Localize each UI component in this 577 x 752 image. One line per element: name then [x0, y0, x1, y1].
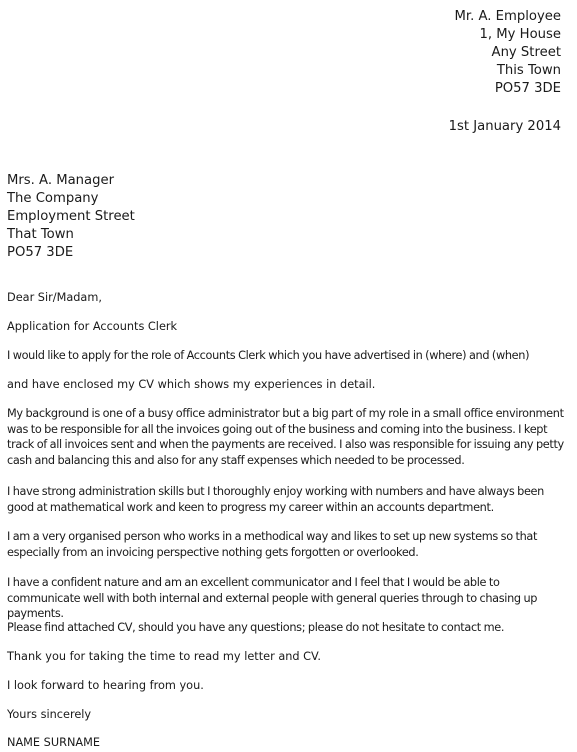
paragraph-thanks: Thank you for taking the time to read my letter and CV. [7, 650, 321, 663]
paragraph-look-forward: I look forward to hearing from you. [7, 679, 204, 692]
sender-postcode: PO57 3DE [494, 81, 561, 96]
paragraph-organised: I am a very organised person who works in a methodical way and likes to set up new systems so that especially from an invoicing perspective nothing gets forgotten or overlooked. [7, 530, 538, 559]
recipient-street: Employment Street [7, 209, 135, 224]
paragraph-attached-cv: Please find attached CV, should you have any questions; please do not hesitate to contact me. [7, 621, 505, 634]
paragraph-communicator: I have a confident nature and am an excellent communicator and I feel that I would be able to communicate well with both internal and external people with general queries through to chasing up payments. [7, 576, 538, 620]
paragraph-cv-enclosed: and have enclosed my CV which shows my experiences in detail. [7, 378, 376, 391]
recipient-address [7, 172, 135, 262]
paragraph-background: My background is one of a busy office administrator but a big part of my role in a small office environment was to be responsible for all the invoices going out of the business and coming into the business. I kept track of all invoices sent and when the payments are received. I also was responsible for issuing any petty cash and balancing this and also for any staff expenses which needed to be processed. [7, 407, 564, 467]
signature-name: NAME SURNAME [7, 736, 101, 749]
closing: Yours sincerely [7, 708, 92, 721]
salutation: Dear Sir/Madam, [7, 291, 102, 304]
sender-address [455, 8, 561, 98]
recipient-postcode: PO57 3DE [7, 245, 74, 260]
paragraph-role: I would like to apply for the role of Accounts Clerk which you have advertised in (where) and (when) [7, 349, 530, 362]
letter-date: 1st January 2014 [448, 119, 561, 134]
recipient-town: That Town [7, 227, 74, 242]
sender-town: This Town [496, 63, 561, 78]
recipient-company: The Company [7, 191, 99, 206]
sender-address-line-1: 1, My House [479, 27, 561, 42]
sender-address-line-2: Any Street [491, 45, 561, 60]
recipient-name: Mrs. A. Manager [7, 173, 115, 188]
sender-name: Mr. A. Employee [454, 9, 561, 24]
paragraph-skills: I have strong administration skills but I thoroughly enjoy working with numbers and have always been good at mathematical work and keen to progress my career within an accounts department. [7, 485, 544, 514]
subject-line: Application for Accounts Clerk [7, 320, 178, 333]
